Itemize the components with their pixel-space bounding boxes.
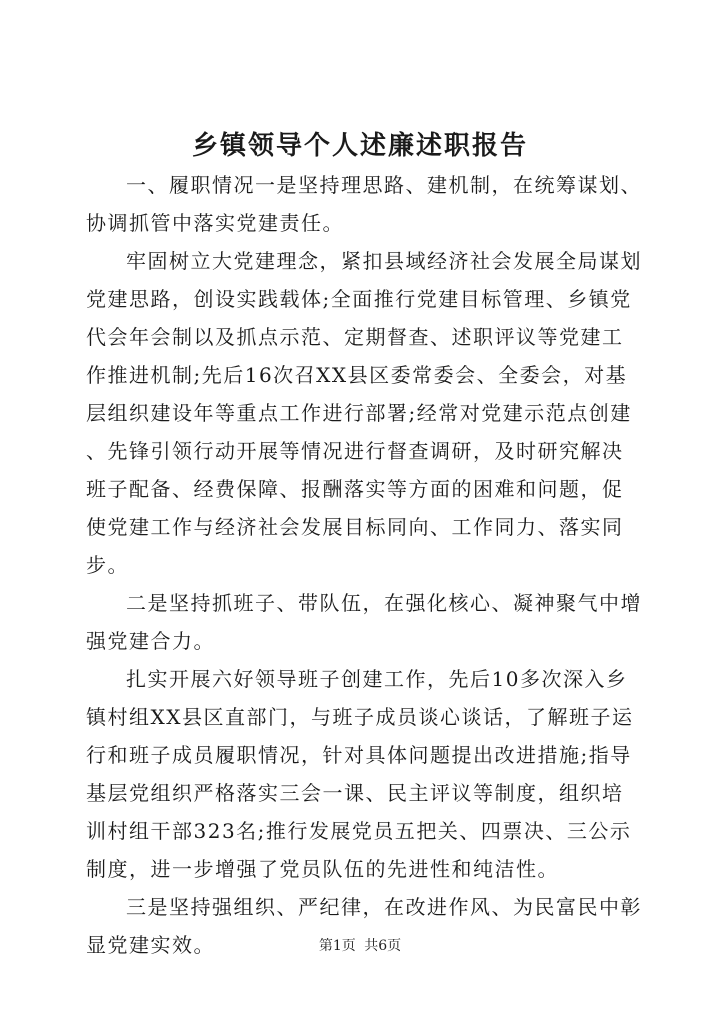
document-body: [86, 166, 642, 964]
page-total: 共6页: [364, 938, 402, 954]
page-number: 第1页: [318, 938, 356, 954]
paragraph-2: 牢固树立大党建理念，紧扣县域经济社会发展全局谋划党建思路，创设实践载体;全面推行党建目标管理、乡镇党代会年会制以及抓点示范、定期督查、述职评议等党建工作推进机制;先后16次召XX县区委常委会、全委会，对基层组织建设年等重点工作进行部署;经常对党建示范点创建、先锋引领行动开展等情况进行督查调研，及时研究解决班子配备、经费保障、报酬落实等方面的困难和问题，促使党建工作与经济社会发展目标同向、工作同力、落实同步。: [86, 249, 642, 577]
paragraph-4: 扎实开展六好领导班子创建工作，先后10多次深入乡镇村组XX县区直部门，与班子成员谈心谈话，了解班子运行和班子成员履职情况，针对具体问题提出改进措施;指导基层党组织严格落实三会一课、民主评议等制度，组织培训村组干部323名;推行发展党员五把关、四票决、三公示制度，进一步增强了党员队伍的先进性和纯洁性。: [86, 667, 634, 881]
paragraph-5: 三是坚持强组织、严纪律，在改进作风、为民富民中彰显党建实效。: [86, 895, 642, 957]
paragraph-1: 一、履职情况一是坚持理思路、建机制，在统筹谋划、协调抓管中落实党建责任。: [86, 173, 642, 235]
document-title: 乡镇领导个人述廉述职报告: [191, 131, 528, 161]
page-footer: [0, 936, 720, 956]
paragraph-3: 二是坚持抓班子、带队伍，在强化核心、凝神聚气中增强党建合力。: [86, 591, 642, 653]
